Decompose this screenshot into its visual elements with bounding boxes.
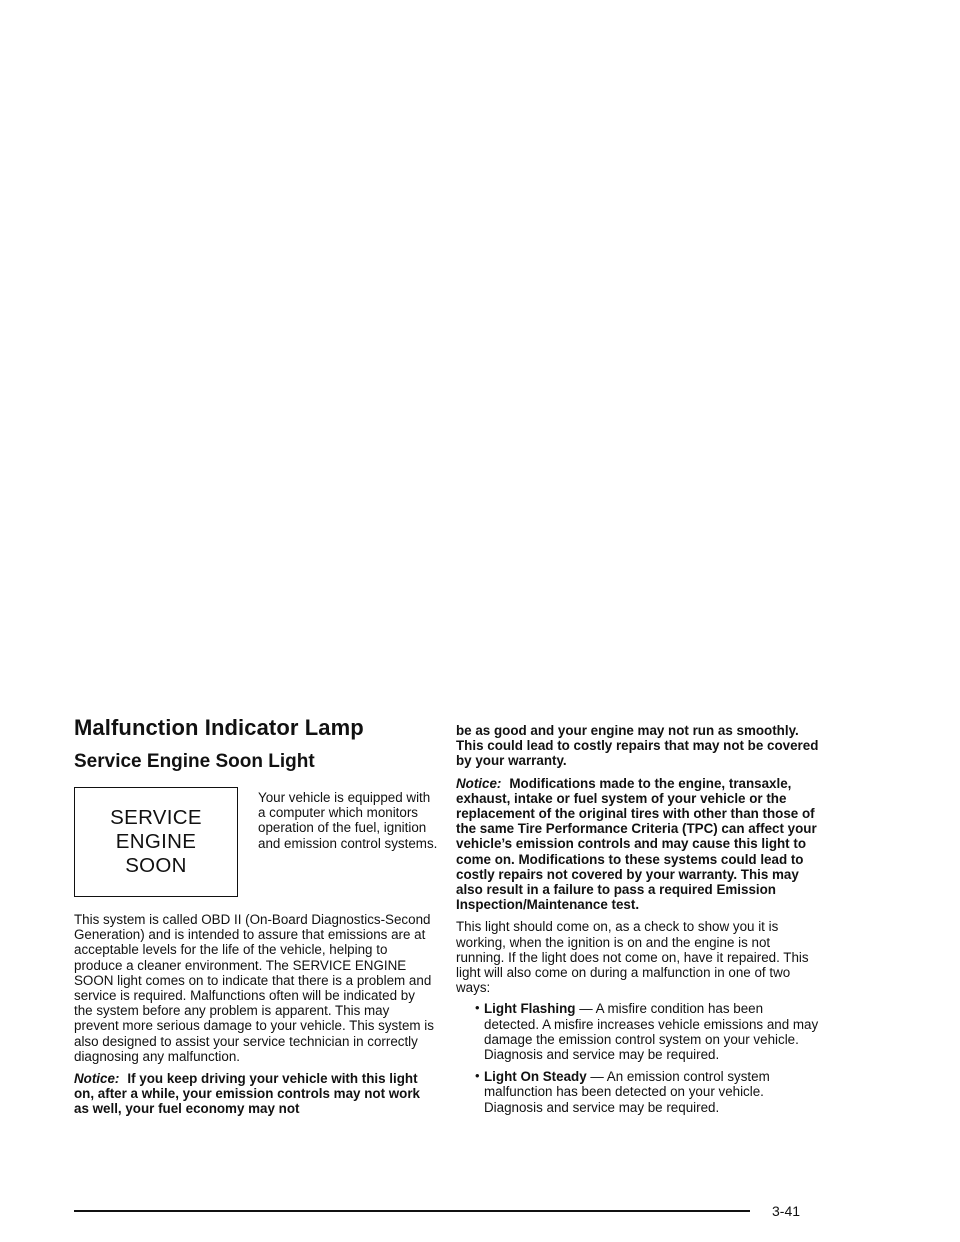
list-item-text: — An emission control system malfunction has been detected on your vehicle. Diagnosis and service may be required. [484, 1069, 770, 1115]
list-item-title: Light On Steady [484, 1069, 587, 1085]
bullet-icon: • [475, 1068, 480, 1084]
list-item [456, 1001, 820, 1062]
bullet-icon: • [475, 1000, 480, 1016]
list-item [456, 1069, 820, 1115]
page-title: Malfunction Indicator Lamp [74, 715, 364, 740]
lamp-label-line-1: SERVICE [110, 806, 202, 829]
notice-1-continued: be as good and your engine may not run as smoothly. This could lead to costly repairs that may not be covered by your warranty. [456, 723, 819, 769]
list-item-text: — A misfire condition has been detected. A misfire increases vehicle emissions and may damage the emission control system on your vehicle. Diagnosis and service may be required. [484, 1001, 819, 1063]
notice-1-label: Notice: [74, 1071, 120, 1087]
notice-2-paragraph [456, 776, 820, 913]
notice-1-paragraph [74, 1071, 434, 1117]
intro-paragraph: Your vehicle is equipped with a computer which monitors operation of the fuel, ignition and emission control systems. [258, 790, 438, 851]
lamp-label-line-3: SOON [125, 854, 187, 877]
check-paragraph: This light should come on, as a check to show you it is working, when the ignition is on and the engine is not running. If the light does not come on, have it repaired. This light will also come on during a malfunction in one of two ways: [456, 919, 809, 996]
lamp-label-line-2: ENGINE [115, 830, 197, 853]
list-item-title: Light Flashing [484, 1001, 576, 1017]
right-column [456, 723, 820, 1122]
left-column [74, 912, 434, 1117]
notice-2-text: Modifications made to the engine, transaxle, exhaust, intake or fuel system of your vehicle or the replacement of the original tires with other than those of the same Tire Performance Criteria (TPC) can affect your vehicle’s emission controls and may cause this light to come on. Modifications to these systems could lead to costly repairs not covered by your warranty. This may also result in a failure to pass a required Emission Inspection/Maintenance test. [456, 775, 817, 913]
notice-1-text: If you keep driving your vehicle with this light on, after a while, your emission controls may not work as well, your fuel economy may not [74, 1071, 420, 1117]
service-engine-soon-lamp-icon [74, 787, 238, 897]
section-heading: Service Engine Soon Light [74, 751, 315, 772]
notice-2-label: Notice: [456, 775, 502, 791]
malfunction-modes-list [456, 1001, 820, 1114]
footer-divider [74, 1210, 750, 1212]
obd-paragraph: This system is called OBD II (On-Board Diagnostics-Second Generation) and is intended to assure that emissions are at acceptable levels for the life of the vehicle, helping to produce a cleaner environment. The SERVICE ENGINE SOON light comes on to indicate that there is a problem and service is required. Malfunctions often will be indicated by the system before any problem is apparent. This may prevent more serious damage to your vehicle. This system is also designed to assist your service technician in correctly diagnosing any malfunction. [74, 912, 434, 1064]
page-number: 3-41 [772, 1203, 801, 1219]
